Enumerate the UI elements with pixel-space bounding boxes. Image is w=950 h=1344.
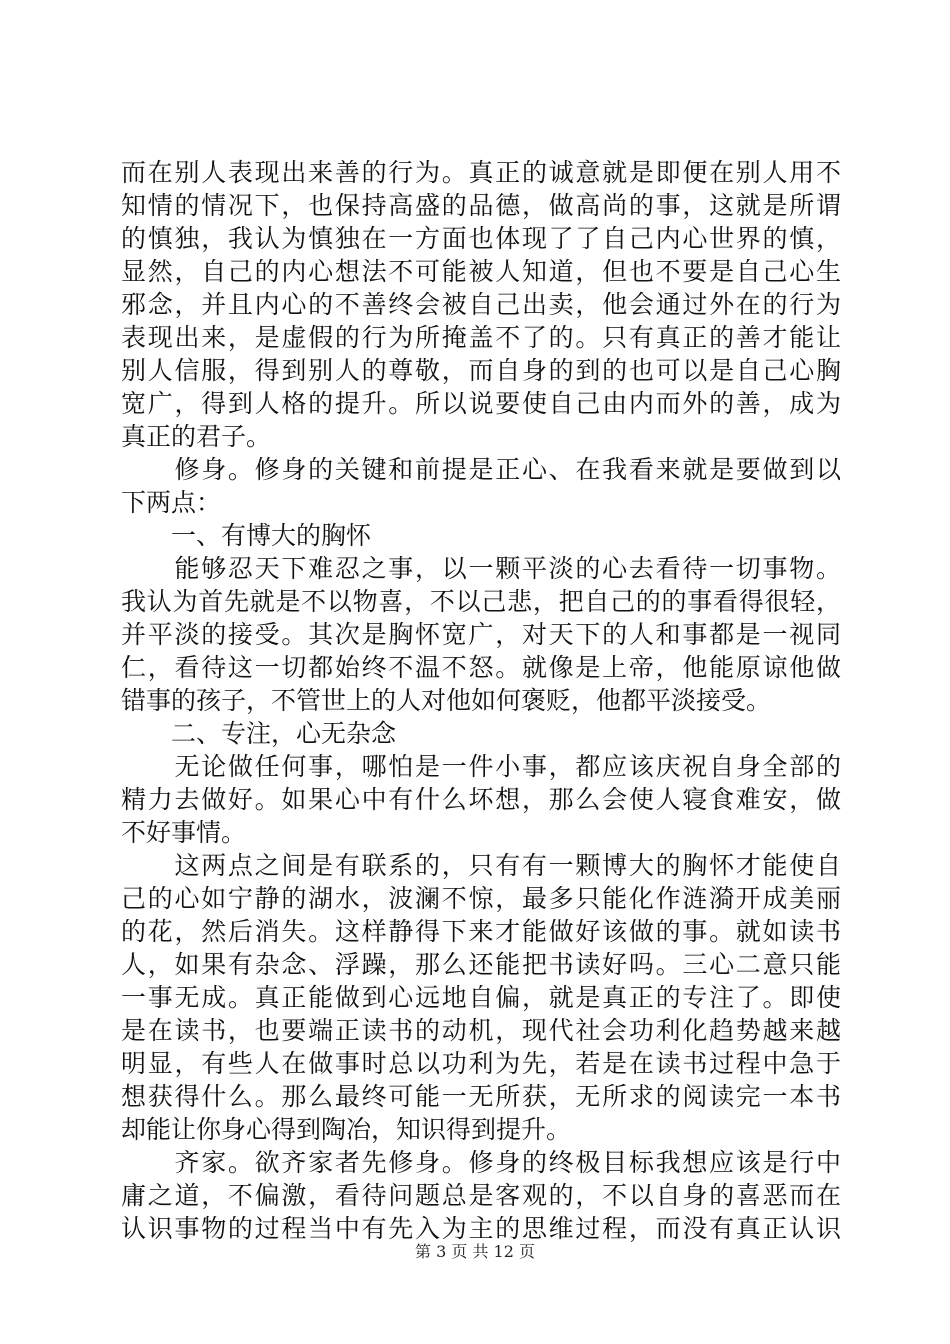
text-line: 是在读书，也要端正读书的动机，现代社会功利化趋势越来越 xyxy=(121,1016,841,1045)
text-line: 想获得什么。那么最终可能一无所获，无所求的阅读完一本书 xyxy=(121,1082,841,1111)
text-line: 人，如果有杂念、浮躁，那么还能把书读好吗。三心二意只能 xyxy=(121,950,841,979)
text-line: 修身。修身的关键和前提是正心、在我看来就是要做到以 xyxy=(121,455,841,484)
text-line: 无论做任何事，哪怕是一件小事，都应该庆祝自身全部的 xyxy=(121,752,841,781)
text-line: 我认为首先就是不以物喜，不以己悲，把自己的的事看得很轻， xyxy=(121,587,841,616)
text-line: 而在别人表现出来善的行为。真正的诚意就是即便在别人用不 xyxy=(121,158,841,187)
text-line: 邪念，并且内心的不善终会被自己出卖，他会通过外在的行为 xyxy=(121,290,841,319)
text-line: 别人信服，得到别人的尊敬，而自身的到的也可以是自己心胸 xyxy=(121,356,841,385)
text-line: 显然，自己的内心想法不可能被人知道，但也不要是自己心生 xyxy=(121,257,841,286)
page-footer: 第 3 页 共 12 页 xyxy=(415,1242,535,1261)
text-line: 宽广，得到人格的提升。所以说要使自己由内而外的善，成为 xyxy=(121,389,841,418)
text-line: 真正的君子。 xyxy=(121,422,272,451)
text-line: 认识事物的过程当中有先入为主的思维过程，而没有真正认识 xyxy=(121,1214,841,1243)
text-line: 二、专注，心无杂念 xyxy=(121,719,397,748)
text-line: 表现出来，是虚假的行为所掩盖不了的。只有真正的善才能让 xyxy=(121,323,841,352)
text-line: 下两点： xyxy=(121,488,222,517)
text-line: 错事的孩子，不管世上的人对他如何褒贬，他都平淡接受。 xyxy=(121,686,772,715)
text-line: 这两点之间是有联系的，只有有一颗博大的胸怀才能使自 xyxy=(121,851,841,880)
text-line: 精力去做好。如果心中有什么坏想，那么会使人寝食难安，做 xyxy=(121,785,841,814)
text-line: 的慎独，我认为慎独在一方面也体现了了自己内心世界的慎， xyxy=(121,224,841,253)
text-line: 并平淡的接受。其次是胸怀宽广，对天下的人和事都是一视同 xyxy=(121,620,841,649)
text-line: 一事无成。真正能做到心远地自偏，就是真正的专注了。即使 xyxy=(121,983,841,1012)
text-line: 仁，看待这一切都始终不温不怒。就像是上帝，他能原谅他做 xyxy=(121,653,841,682)
text-line: 齐家。欲齐家者先修身。修身的终极目标我想应该是行中 xyxy=(121,1148,841,1177)
text-line: 的花，然后消失。这样静得下来才能做好该做的事。就如读书 xyxy=(121,917,841,946)
text-line: 能够忍天下难忍之事，以一颗平淡的心去看待一切事物。 xyxy=(121,554,841,583)
text-line: 己的心如宁静的湖水，波澜不惊，最多只能化作涟漪开成美丽 xyxy=(121,884,841,913)
text-line: 知情的情况下，也保持高盛的品德，做高尚的事，这就是所谓 xyxy=(121,191,841,220)
text-line: 不好事情。 xyxy=(121,818,247,847)
text-line: 庸之道，不偏激，看待问题总是客观的，不以自身的喜恶而在 xyxy=(121,1181,841,1210)
text-line: 却能让你身心得到陶冶，知识得到提升。 xyxy=(121,1115,572,1144)
text-line: 明显，有些人在做事时总以功利为先，若是在读书过程中急于 xyxy=(121,1049,841,1078)
body-text xyxy=(121,156,841,1245)
text-line: 一、有博大的胸怀 xyxy=(121,521,372,550)
